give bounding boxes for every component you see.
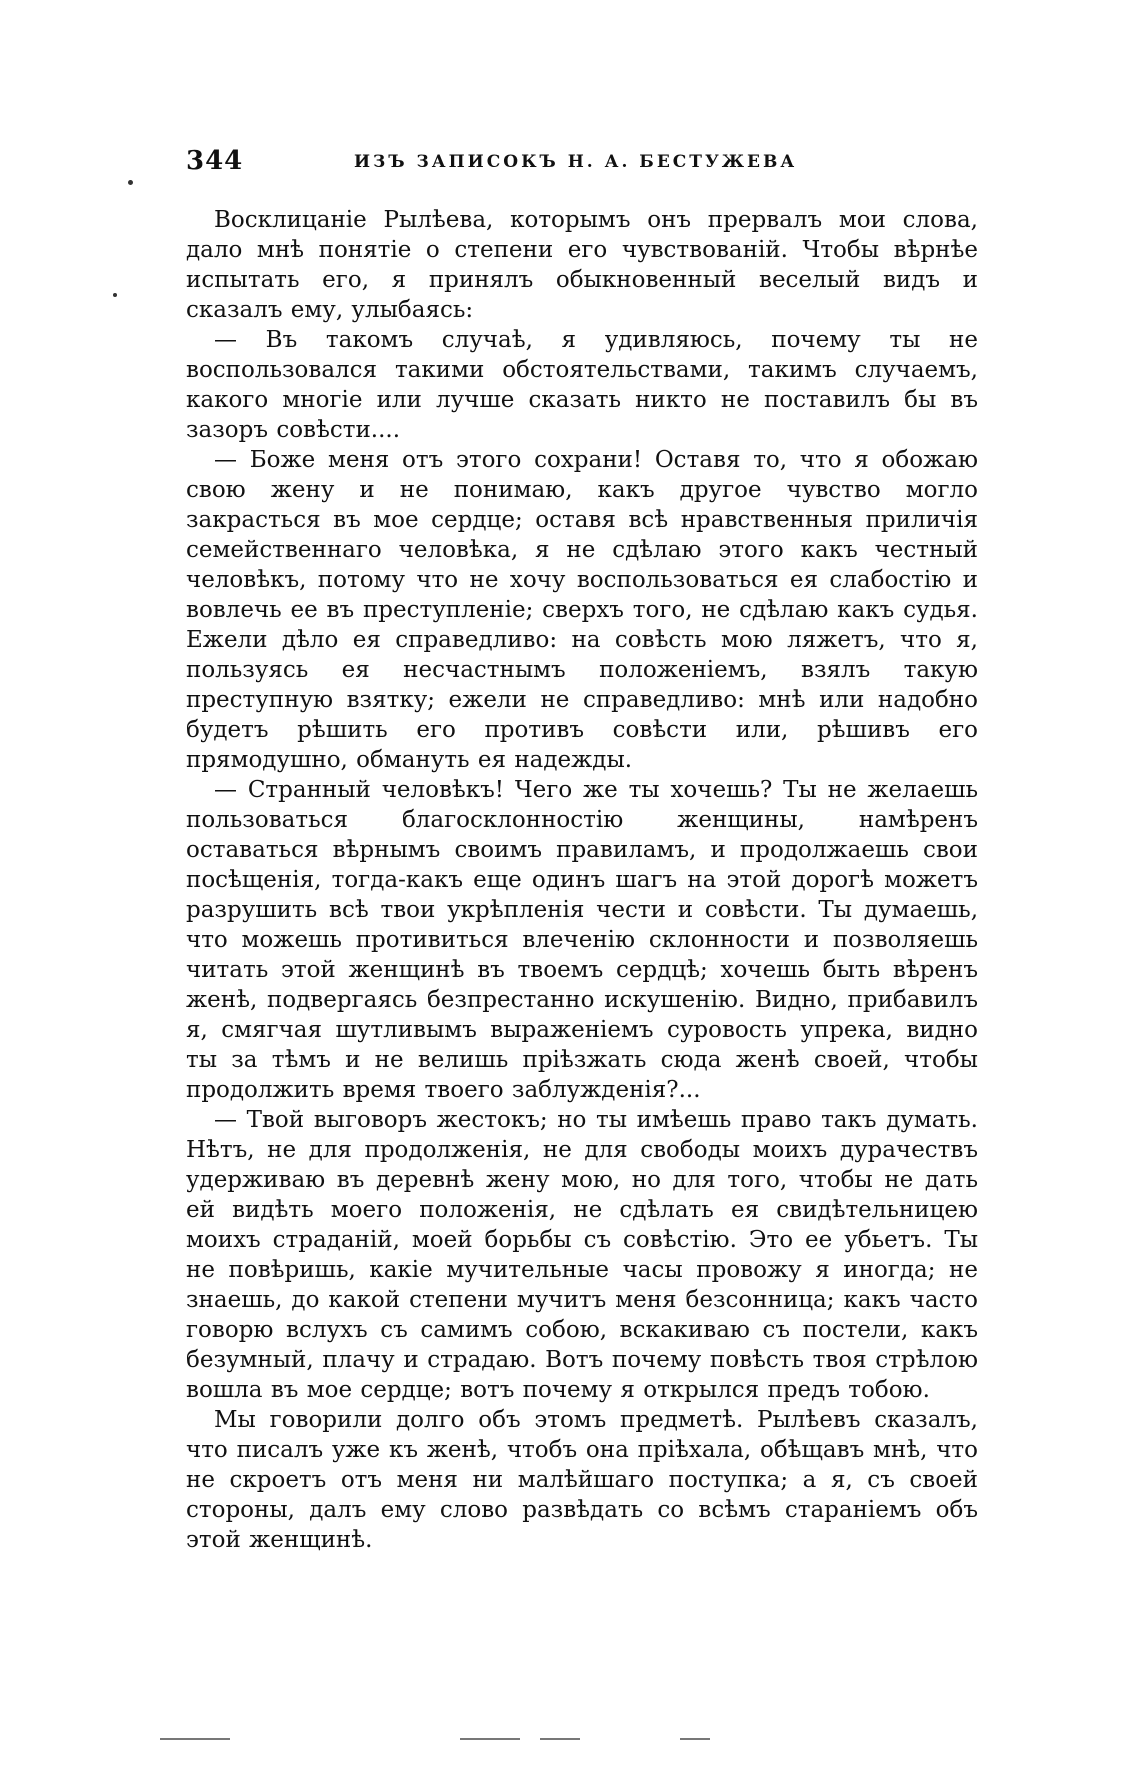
margin-speck [113,293,117,297]
scan-mark [680,1738,710,1740]
page-header [186,146,976,186]
scan-edge-marks [160,1738,980,1742]
paragraph: — Въ такомъ случаѣ, я удивляюсь, почему ты не воспользовался такими обстоятельствами, такимъ случаемъ, какого многіе или лучше сказать никто не поставилъ бы въ зазоръ совѣсти.... [186,327,978,443]
paragraph: — Твой выговоръ жестокъ; но ты имѣешь право такъ думать. Нѣтъ, не для продолженія, не для свободы моихъ дурачествъ удерживаю въ деревнѣ жену мою, но для того, чтобы не дать ей видѣть моего положенія, не сдѣлать ея свидѣтельницею моихъ страданій, моей борьбы съ совѣстію. Это ее убьетъ. Ты не повѣришь, какіе мучительные часы провожу я иногда; не знаешь, до какой степени мучитъ меня безсонница; какъ часто говорю вслухъ съ самимъ собою, вскакиваю съ постели, какъ безумный, плачу и страдаю. Вотъ почему повѣсть твоя стрѣлою вошла въ мое сердце; вотъ почему я открылся предъ тобою. [186,1107,978,1403]
page-number: 344 [186,146,244,176]
paragraph: — Странный человѣкъ! Чего же ты хочешь? Ты не желаешь пользоваться благосклонностію женщины, намѣренъ оставаться вѣрнымъ своимъ правиламъ, и продолжаешь свои посѣщенія, тогда-какъ еще одинъ шагъ на этой дорогѣ можетъ разрушить всѣ твои укрѣпленія чести и совѣсти. Ты думаешь, что можешь противиться влеченію склонности и позволяешь читать этой женщинѣ въ твоемъ сердцѣ; хочешь быть вѣренъ женѣ, подвергаясь безпрестанно искушенію. Видно, прибавилъ я, смягчая шутливымъ выраженіемъ суровость упрека, видно ты за тѣмъ и не велишь пріѣзжать сюда женѣ своей, чтобы продолжить время твоего заблужденія?... [186,777,978,1103]
paragraph: Восклицаніе Рылѣева, которымъ онъ прервалъ мои слова, дало мнѣ понятіе о степени его чувствованій. Чтобы вѣрнѣе испытать его, я принялъ обыкновенный веселый видъ и сказалъ ему, улыбаясь: [186,207,978,323]
running-head: ИЗЪ ЗАПИСОКЪ Н. А. БЕСТУЖЕВА [354,152,798,172]
body-text [186,205,978,1555]
paragraph: Мы говорили долго объ этомъ предметѣ. Рылѣевъ сказалъ, что писалъ уже къ женѣ, чтобъ она пріѣхала, обѣщавъ мнѣ, что не скроетъ отъ меня ни малѣйшаго поступка; а я, съ своей стороны, далъ ему слово развѣдать со всѣмъ стараніемъ объ этой женщинѣ. [186,1407,978,1553]
margin-speck [128,180,133,185]
scan-mark [160,1738,230,1740]
scan-mark [460,1738,520,1740]
paragraph: — Боже меня отъ этого сохрани! Оставя то, что я обожаю свою жену и не понимаю, какъ другое чувство могло закрасться въ мое сердце; оставя всѣ нравственныя приличія семейственнаго человѣка, я не сдѣлаю этого какъ честный человѣкъ, потому что не хочу воспользоваться ея слабостію и вовлечь ее въ преступленіе; сверхъ того, не сдѣлаю какъ судья. Ежели дѣло ея справедливо: на совѣсть мою ляжетъ, что я, пользуясь ея несчастнымъ положеніемъ, взялъ такую преступную взятку; ежели не справедливо: мнѣ или надобно будетъ рѣшить его противъ совѣсти или, рѣшивъ его прямодушно, обмануть ея надежды. [186,447,978,773]
scan-mark [540,1738,580,1740]
